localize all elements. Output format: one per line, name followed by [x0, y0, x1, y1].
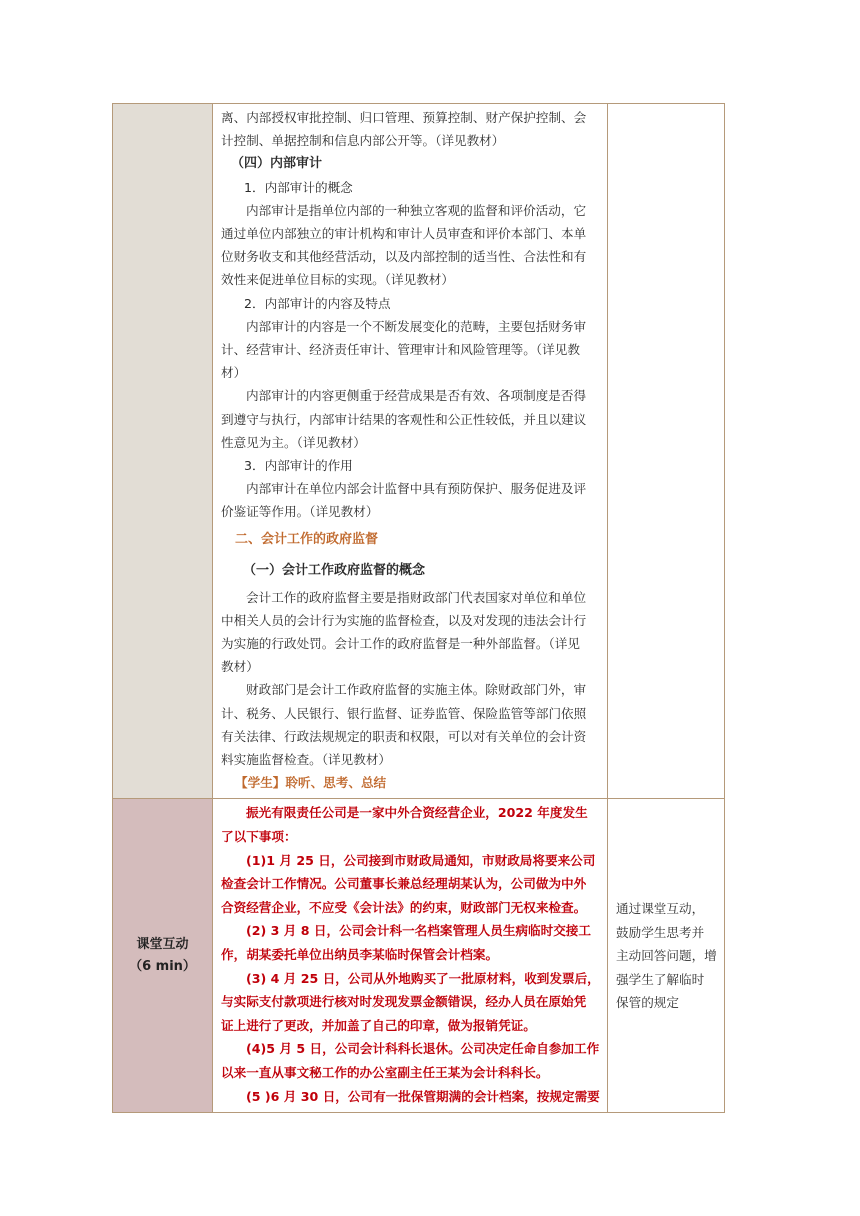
text-line: 为实施的行政处罚。会计工作的政府监督是一种外部监督。（详见 [221, 636, 580, 652]
text-line: 与实际支付款项进行核对时发现发票金额错误，经办人员在原始凭 [221, 994, 587, 1010]
text-line: 振光有限责任公司是一家中外合资经营企业，2022 年度发生 [246, 805, 588, 821]
design-note-cell [608, 104, 725, 799]
section-duration: （6 min） [129, 958, 196, 974]
text-line: 会计工作的政府监督主要是指财政部门代表国家对单位和单位 [246, 589, 587, 605]
note-line: 鼓励学生思考并 [616, 924, 705, 940]
case-study-cell [213, 799, 608, 1113]
text-line: 料实施监督检查。（详见教材） [221, 752, 392, 768]
text-line: 有关法律、行政法规规定的职责和权限，可以对有关单位的会计资 [221, 728, 587, 744]
subsection-heading: （一）会计工作政府监督的概念 [243, 562, 426, 578]
text-line: 价鉴证等作用。（详见教材） [221, 504, 379, 520]
note-line: 主动回答问题，增 [616, 948, 717, 964]
note-line: 强学生了解临时 [616, 971, 705, 987]
text-line: (4)5 月 5 日，公司会计科科长退休。公司决定任命自参加工作 [246, 1041, 600, 1057]
text-line: 内部审计的内容更侧重于经营成果是否有效、各项制度是否得 [246, 388, 587, 404]
content-paragraphs-2 [221, 586, 601, 772]
text-line: 合资经营企业，不应受《会计法》的约束，财政部门无权来检查。 [221, 899, 587, 915]
text-line: 财政部门是会计工作政府监督的实施主体。除财政部门外，审 [246, 682, 587, 698]
text-line: 内部审计是指单位内部的一种独立客观的监督和评价活动，它 [246, 202, 587, 218]
text-line: 内部审计在单位内部会计监督中具有预防保护、服务促进及评 [246, 481, 587, 497]
text-line: （四）内部审计 [231, 156, 323, 172]
text-line: 3．内部审计的作用 [244, 458, 353, 474]
note-line: 通过课堂互动， [616, 901, 705, 917]
text-line: 作，胡某委托单位出纳员李某临时保管会计档案。 [221, 947, 499, 963]
section-label: 课堂互动 [136, 936, 189, 952]
text-line: 中相关人员的会计行为实施的监督检查，以及对发现的违法会计行 [221, 612, 587, 628]
lesson-plan-table [112, 103, 725, 1113]
design-note-cell [608, 799, 725, 1113]
text-line: 证上进行了更改，并加盖了自己的印章，做为报销凭证。 [221, 1017, 536, 1033]
text-line: 到遵守与执行，内部审计结果的客观性和公正性较低，并且以建议 [221, 411, 587, 427]
text-line: 2．内部审计的内容及特点 [244, 295, 391, 311]
table-row-class-interaction [113, 799, 725, 1113]
text-line: 1．内部审计的概念 [244, 179, 353, 195]
text-line: 计控制、单据控制和信息内部公开等。（详见教材） [221, 133, 505, 149]
content-cell [213, 104, 608, 799]
section-label-cell [113, 104, 213, 799]
text-line: 性意见为主。（详见教材） [221, 434, 366, 450]
text-line: 检查会计工作情况。公司董事长兼总经理胡某认为，公司做为中外 [221, 876, 587, 892]
text-line: 教材） [221, 659, 259, 675]
text-line: 位财务收支和其他经营活动，以及内部控制的适当性、合法性和有 [221, 249, 587, 265]
text-line: 以来一直从事文秘工作的办公室副主任王某为会计科科长。 [221, 1065, 549, 1081]
text-line: 计、经营审计、经济责任审计、管理审计和风险管理等。（详见教 [221, 342, 580, 358]
text-line: 内部审计的内容是一个不断发展变化的范畴，主要包括财务审 [246, 318, 587, 334]
text-line: (3) 4 月 25 日，公司从外地购买了一批原材料，收到发票后， [246, 970, 600, 986]
section-heading: 二、会计工作的政府监督 [235, 531, 379, 547]
design-note-text [616, 897, 716, 1015]
text-line: 通过单位内部独立的审计机构和审计人员审查和评价本部门、本单 [221, 226, 587, 242]
student-activity: 【学生】聆听、思考、总结 [235, 775, 387, 791]
text-line: 材） [221, 365, 247, 381]
text-line: 离、内部授权审批控制、归口管理、预算控制、财产保护控制、会 [221, 110, 587, 125]
section-label-cell [113, 799, 213, 1113]
text-line: (1)1 月 25 日，公司接到市财政局通知，市财政局将要来公司 [246, 852, 596, 868]
case-study-text [221, 801, 601, 1108]
content-paragraphs [221, 106, 601, 524]
note-line: 保管的规定 [616, 995, 679, 1011]
table-row-teaching-content [113, 104, 725, 799]
text-line: (5 )6 月 30 日，公司有一批保管期满的会计档案，按规定需要 [246, 1088, 600, 1104]
text-line: 效性来促进单位目标的实现。（详见教材） [221, 272, 454, 288]
text-line: 计、税务、人民银行、银行监督、证券监管、保险监管等部门依照 [221, 705, 587, 721]
text-line: 了以下事项： [221, 829, 297, 845]
text-line: (2) 3 月 8 日，公司会计科一名档案管理人员生病临时交接工 [246, 923, 591, 939]
